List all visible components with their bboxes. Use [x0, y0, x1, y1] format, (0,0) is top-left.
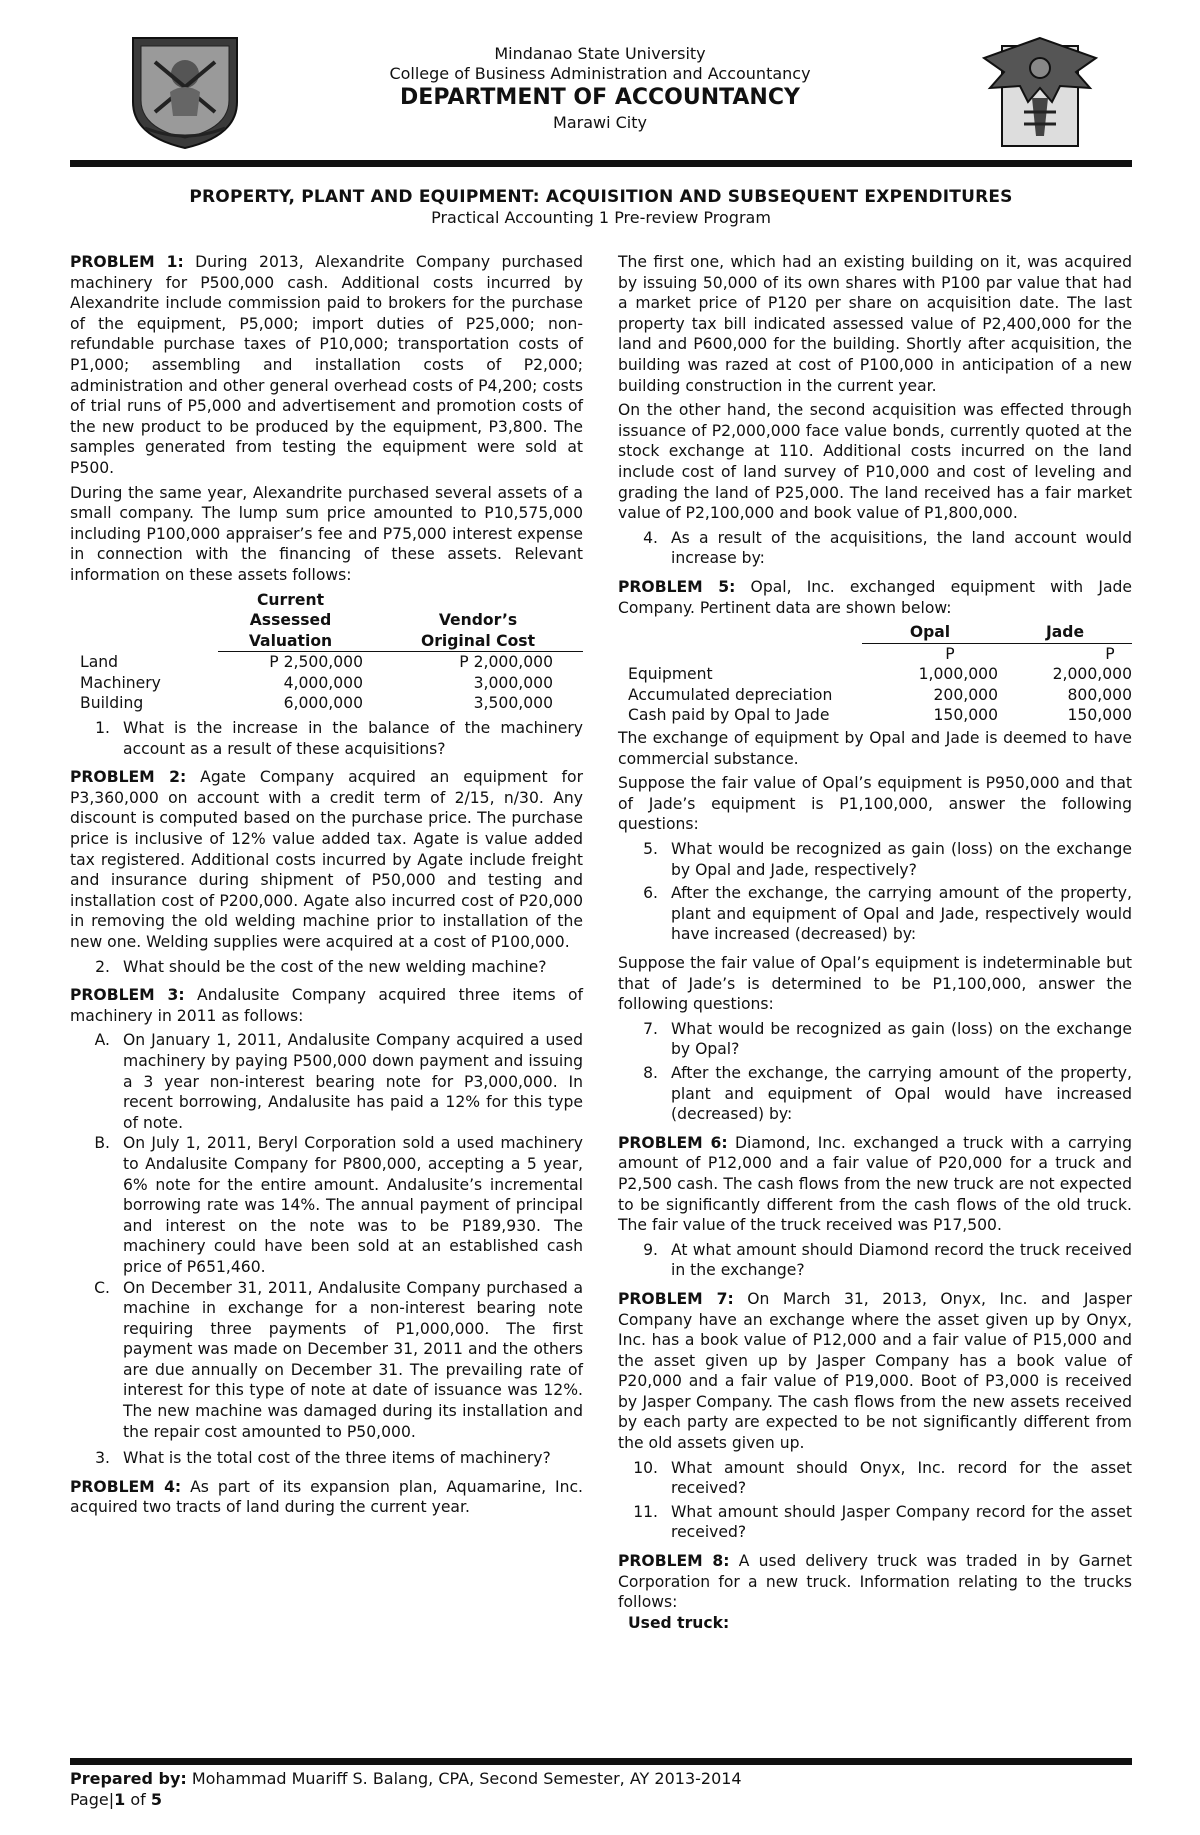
department-name: DEPARTMENT OF ACCOUNTANCY	[400, 85, 800, 110]
used-truck-label: Used truck:	[628, 1613, 730, 1632]
msu-seal-logo	[125, 32, 245, 150]
problem-text: As part of its expansion plan, Aquamarine, Inc. acquired two tracts of land during the current year.	[70, 1477, 583, 1517]
page-number: Page|1 of 5	[70, 1790, 162, 1809]
question-10: 10. What amount should Onyx, Inc. record for the asset received?	[633, 1458, 1132, 1498]
question-5: 5. What would be recognized as gain (loss) on the exchange by Opal and Jade, respectively?	[643, 840, 1132, 879]
question-4: 4. As a result of the acquisitions, the land account would increase by:	[643, 528, 1132, 568]
header-divider	[70, 160, 1132, 167]
question-list	[70, 718, 583, 759]
table-row: Cash paid by Opal to Jade 150,000 150,000	[628, 706, 1132, 725]
problem-2	[70, 767, 583, 952]
accountancy-eagle-logo	[980, 28, 1100, 153]
problem-text: Agate Company acquired an equipment for P3,360,000 on account with a credit term of 2/15, n/30. Any discount is computed based on the purchase price. The purchase price is inclusive of 12% value added tax. Agate is value added tax registered. Additional costs incurred by Agate include freight and insurance during shipment of P50,000 and testing and installation cost of P200,000. Agate also incurred cost of P20,000 in removing the old welding machine prior to installation of the new one. Welding supplies were acquired at a cost of P100,000.	[70, 768, 583, 951]
opal-header: Opal	[862, 622, 998, 643]
problem-text: Opal, Inc. exchanged equipment with Jade Company. Pertinent data are shown below:	[618, 577, 1132, 617]
question-list	[70, 1448, 583, 1469]
problem-label: PROBLEM 8:	[618, 1552, 730, 1571]
original-cost-header: Vendor’s Original Cost	[403, 590, 553, 652]
problem-5-para-3: Suppose the fair value of Opal’s equipment is P950,000 and that of Jade’s equipment is P1,100,000, answer the following questions:	[618, 774, 1132, 834]
question-1: 1. What is the increase in the balance of the machinery account as a result of these acquisitions?	[95, 719, 583, 758]
college-name: College of Business Administration and Accountancy	[389, 64, 811, 83]
exchange-data-table: Opal Jade P P Equipment 1,000,000 2,000,000 Accumulated depreciation 200,000 800,000 Cash paid by Opal to Jade 150,000 150,000	[618, 622, 1132, 726]
problem-label: PROBLEM 7:	[618, 1289, 734, 1308]
question-list	[618, 528, 1132, 569]
question-list	[618, 1240, 1132, 1281]
question-6: 6. After the exchange, the carrying amount of the property, plant and equipment of Opal and Jade, respectively would have increased (decreased) by:	[643, 884, 1132, 944]
assessed-valuation-header: Current Assessed Valuation	[218, 590, 363, 652]
table-row: Machinery 4,000,000 3,000,000	[80, 673, 553, 692]
problem-1-intro	[70, 252, 583, 479]
table-row: Accumulated depreciation 200,000 800,000	[628, 685, 1132, 704]
question-9: 9. At what amount should Diamond record the truck received in the exchange?	[643, 1240, 1132, 1280]
problem-7	[618, 1289, 1132, 1454]
question-8: 8. After the exchange, the carrying amount of the property, plant and equipment of Opal would have increased (decreased) by:	[643, 1063, 1132, 1124]
problem-text: On March 31, 2013, Onyx, Inc. and Jasper Company have an exchange where the asset given up by Onyx, Inc. has a book value of P12,000 and a fair value of P15,000 and the asset given up by Jasper Company has a book value of P20,000 and a fair value of P19,000. Boot of P3,000 is received by Jasper Company. The cash flows from the new assets received by each party are expected to be not significantly different from the old assets given up.	[618, 1289, 1133, 1453]
list-item: B. On July 1, 2011, Beryl Corporation sold a used machinery to Andalusite Company for P800,000, accepting a 5 year, 6% note for the entire amount. Andalusite’s incremental borrowing rate was 14%. The annual payment of principal and interest on the note was to be P189,930. The machinery could have been sold at an established cash price of P651,460.	[94, 1134, 583, 1276]
document-subtitle: Practical Accounting 1 Pre-review Program	[431, 208, 771, 227]
problem-6	[618, 1133, 1132, 1236]
problem-5-para-2: The exchange of equipment by Opal and Jade is deemed to have commercial substance.	[618, 729, 1132, 768]
jade-header: Jade	[998, 622, 1132, 643]
question-list	[618, 839, 1132, 945]
problem-3	[70, 985, 583, 1026]
problem-text: During 2013, Alexandrite Company purchased machinery for P500,000 cash. Additional costs incurred by Alexandrite include commission paid to brokers for the purchase of the equipment, P5,000; import duties of P25,000; non-refundable purchase taxes of P10,000; transportation costs of P1,000; assembling and installation costs of P2,000; administration and other general overhead costs of P4,200; costs of trial runs of P5,000 and advertisement and promotion costs of the new product to be produced by the equipment, P3,800. The samples generated from testing the equipment were sold at P500.	[70, 253, 583, 477]
problem-4-para-2: The first one, which had an existing building on it, was acquired by issuing 50,000 of its own shares with P100 par value that had a market price of P120 per share on acquisition date. The last property tax bill indicated assessed value of P2,400,000 for the land and P600,000 for the building. Shortly after acquisition, the building was razed at cost of P100,000 in anticipation of a new building construction in the current year.	[618, 253, 1132, 395]
problem-label: PROBLEM 4:	[70, 1477, 182, 1496]
lump-sum-assets-table	[70, 590, 583, 715]
page-header	[0, 0, 1200, 165]
problem-4	[70, 1477, 583, 1518]
problem-5	[618, 577, 1132, 618]
problem-1-para-2: During the same year, Alexandrite purchased several assets of a small company. The lump sum price amounted to P10,575,000 including P100,000 appraiser’s fee and P75,000 interest expense in connection with the financing of these assets. Relevant information on these assets follows:	[70, 483, 583, 584]
problem-label: PROBLEM 1:	[70, 253, 184, 271]
problem-label: PROBLEM 6:	[618, 1133, 728, 1152]
question-7: 7. What would be recognized as gain (loss) on the exchange by Opal?	[643, 1019, 1132, 1059]
table-row: Building 6,000,000 3,500,000	[80, 694, 553, 713]
city-name: Marawi City	[553, 113, 647, 132]
question-11: 11. What amount should Jasper Company record for the asset received?	[633, 1502, 1132, 1542]
problem-text: Diamond, Inc. exchanged a truck with a carrying amount of P12,000 and a fair value of P20,000 for a truck and P2,500 cash. The cash flows from the new truck are not expected to be significantly different from the cash flows of the old truck. The fair value of the truck received was P17,500.	[618, 1133, 1132, 1235]
problem-3-items	[70, 1030, 583, 1442]
problem-5-para-4: Suppose the fair value of Opal’s equipment is indeterminable but that of Jade’s is determined to be P1,100,000, answer the following questions:	[618, 954, 1132, 1014]
problem-label: PROBLEM 2:	[70, 768, 187, 787]
prepared-by: Prepared by: Mohammad Muariff S. Balang, CPA, Second Semester, AY 2013-2014	[70, 1769, 742, 1788]
problem-text: A used delivery truck was traded in by Garnet Corporation for a new truck. Information relating to the trucks follows:	[618, 1552, 1132, 1612]
list-item: A. On January 1, 2011, Andalusite Company acquired a used machinery by paying P500,000 down payment and issuing a 3 year non-interest bearing note for P3,000,000. In recent borrowing, Andalusite has paid a 12% for this type of note.	[94, 1031, 583, 1132]
institution-heading	[300, 44, 900, 134]
document-title: PROPERTY, PLANT AND EQUIPMENT: ACQUISITION AND SUBSEQUENT EXPENDITURES	[189, 187, 1013, 207]
document-title-block	[70, 186, 1132, 228]
page-footer	[70, 1768, 1132, 1810]
problem-label: PROBLEM 5:	[618, 577, 736, 596]
list-item: C. On December 31, 2011, Andalusite Company purchased a machine in exchange for a non-interest bearing note requiring three payments of P1,000,000. The first payment was made on December 31, 2011 and the others are due annually on December 31. The prevailing rate of interest for this type of note at date of issuance was 12%. The new machine was damaged during its installation and the repair cost amounted to P50,000.	[94, 1278, 583, 1441]
question-3: 3. What is the total cost of the three items of machinery?	[95, 1449, 551, 1468]
university-name: Mindanao State University	[494, 44, 706, 63]
question-2: 2. What should be the cost of the new welding machine?	[95, 957, 547, 976]
problem-4-para-3: On the other hand, the second acquisition was effected through issuance of P2,000,000 face value bonds, currently quoted at the stock exchange at 110. Additional costs incurred on the land include cost of land survey of P10,000 and cost of leveling and grading the land of P25,000. The land received has a fair market value of P2,100,000 and book value of P1,800,000.	[618, 401, 1132, 523]
problem-label: PROBLEM 3:	[70, 986, 185, 1005]
left-column	[70, 252, 583, 1522]
footer-divider	[70, 1758, 1132, 1765]
right-column	[618, 252, 1132, 1633]
table-row: Land P 2,500,000 P 2,000,000	[80, 653, 553, 672]
question-list	[618, 1019, 1132, 1125]
problem-8	[618, 1551, 1132, 1613]
question-list	[618, 1458, 1132, 1543]
question-list	[70, 957, 583, 978]
problem-text: Andalusite Company acquired three items of machinery in 2011 as follows:	[70, 986, 583, 1025]
table-row: Equipment 1,000,000 2,000,000	[628, 665, 1132, 684]
